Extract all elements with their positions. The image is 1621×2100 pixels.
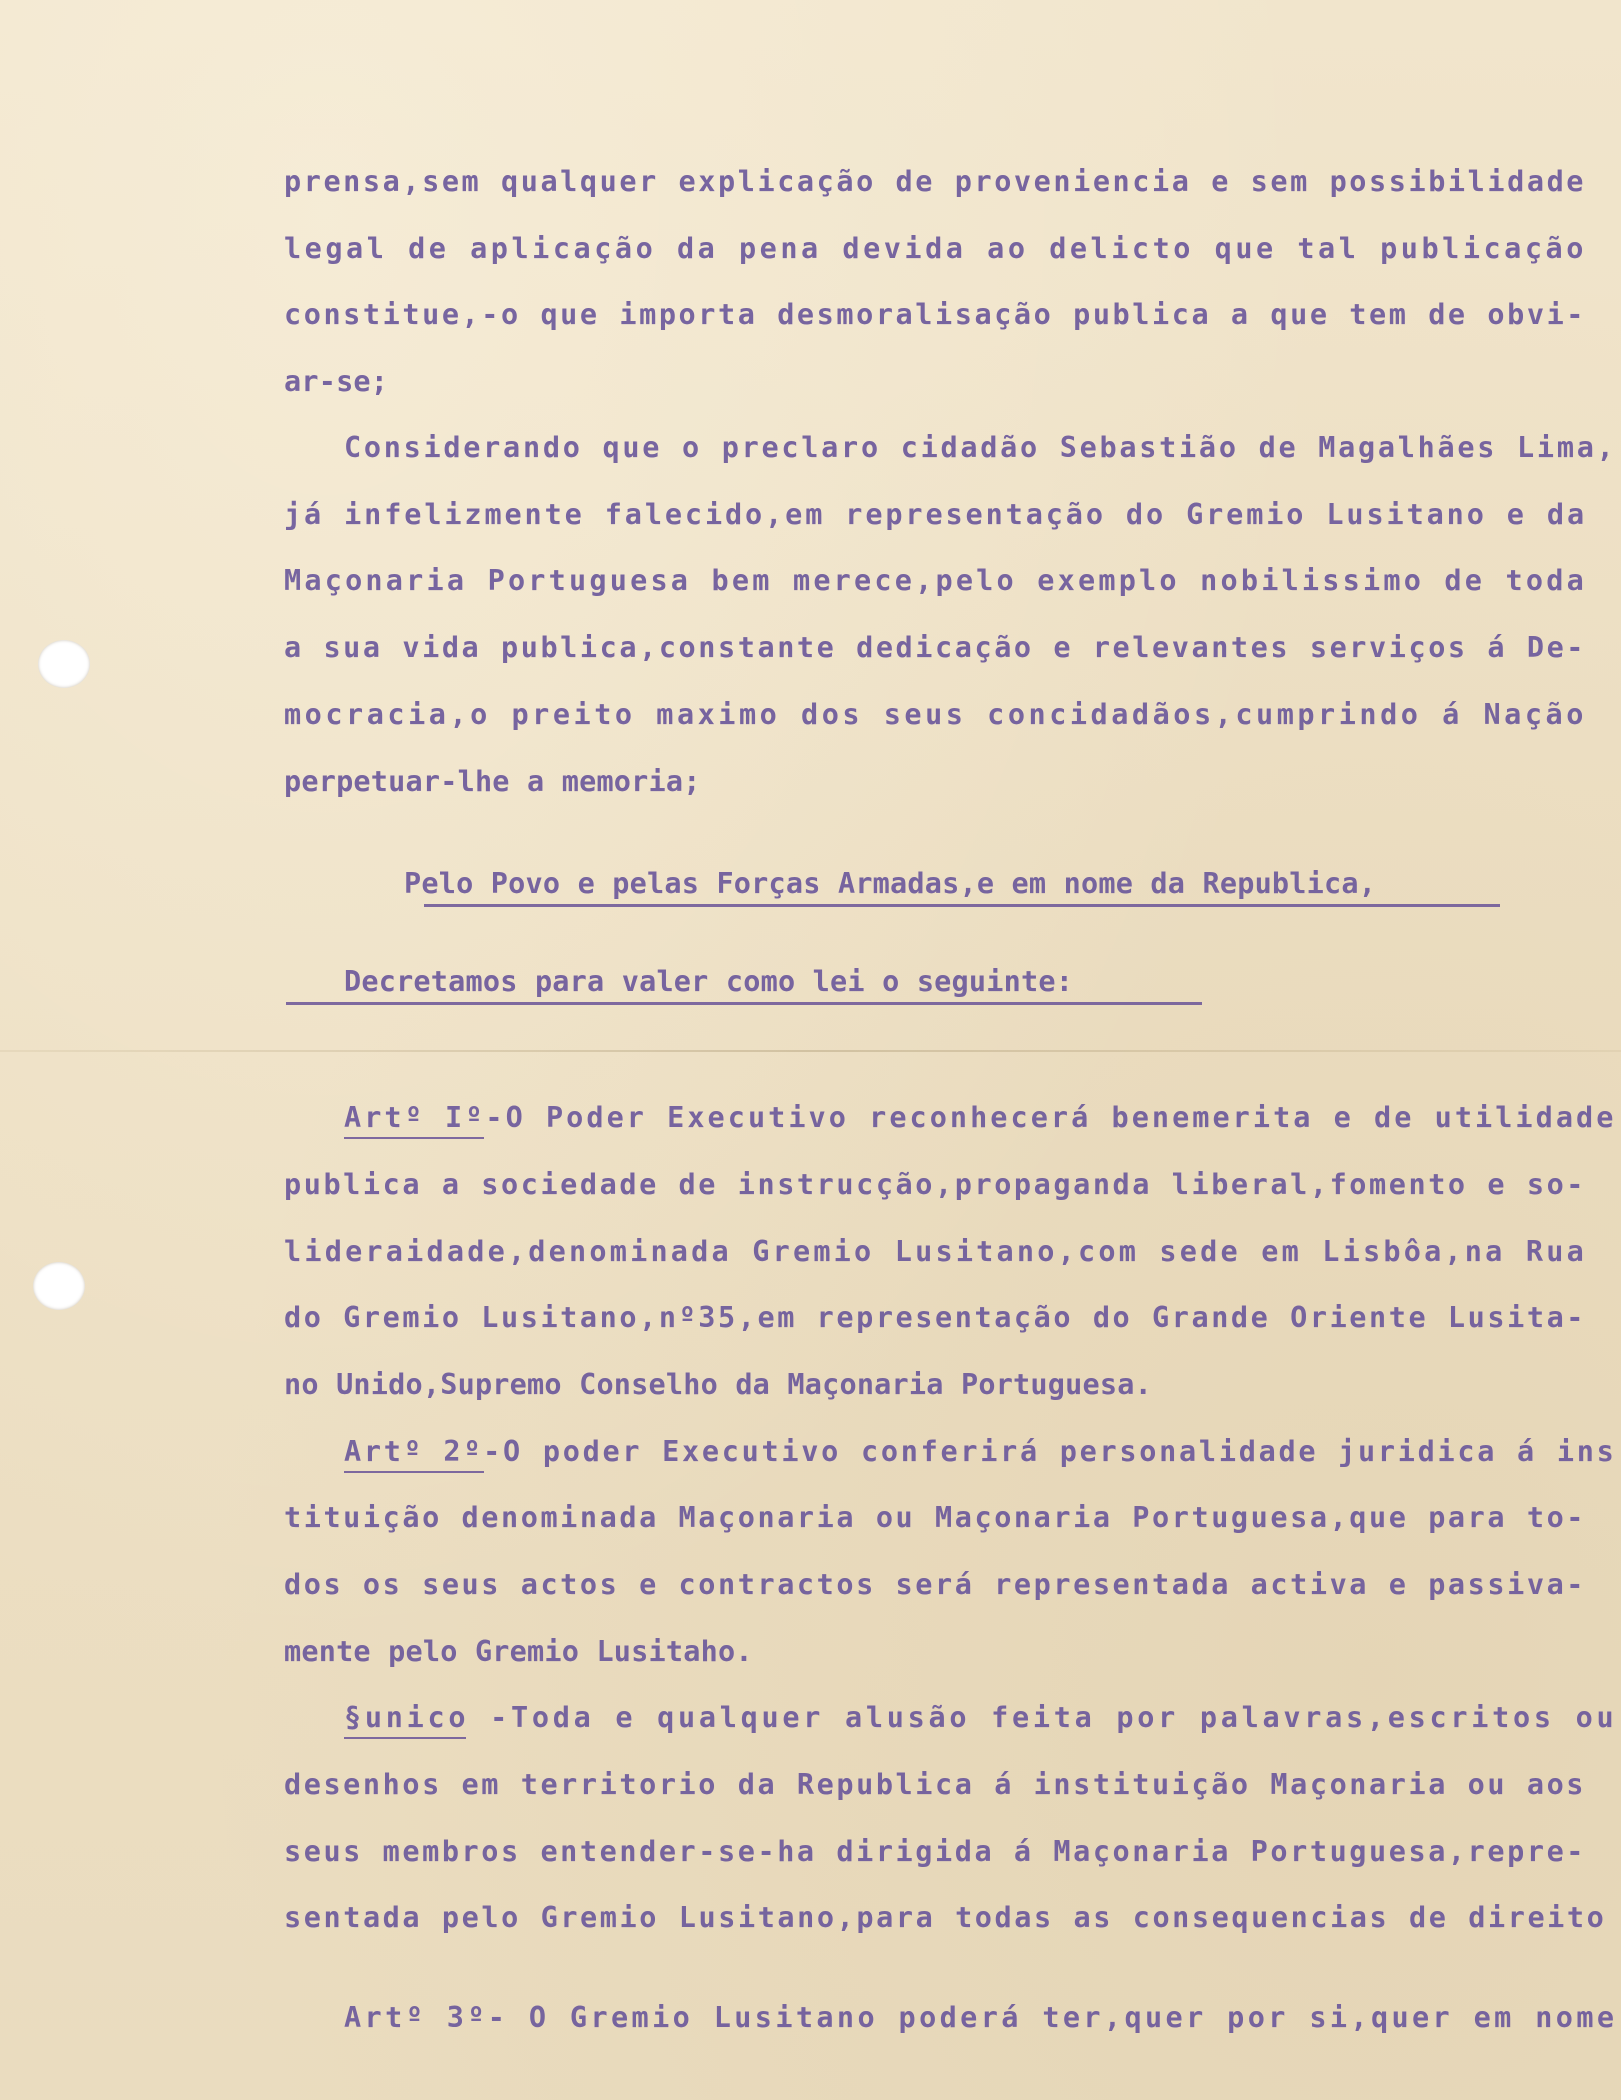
text-line: legal de aplicação da pena devida ao delicto que tal publicação: [284, 232, 1587, 265]
text-line: publica a sociedade de instrucção,propaganda liberal,fomento e so-: [284, 1168, 1587, 1201]
page-fold: [0, 1050, 1621, 1052]
heading-line: Decretamos para valer como lei o seguinte:: [344, 965, 1074, 998]
heading-underline: [424, 904, 1500, 907]
text-line: desenhos em territorio da Republica á instituição Maçonaria ou aos: [284, 1768, 1587, 1801]
text-line: já infelizmente falecido,em representação do Gremio Lusitano e da: [284, 498, 1587, 531]
text-line: mente pelo Gremio Lusitaho.: [284, 1635, 753, 1668]
text-line: ar-se;: [284, 365, 389, 398]
text-line: do Gremio Lusitano,nº35,em representação do Grande Oriente Lusita-: [284, 1301, 1587, 1334]
text-line: prensa,sem qualquer explicação de proveniencia e sem possibilidade: [284, 165, 1587, 198]
text-line: Maçonaria Portuguesa bem merece,pelo exemplo nobilissimo de toda: [284, 564, 1587, 597]
punch-hole-top: [38, 640, 90, 688]
text-line: seus membros entender-se-ha dirigida á Maçonaria Portuguesa,repre-: [284, 1835, 1587, 1868]
text-line: lideraidade,denominada Gremio Lusitano,com sede em Lisbôa,na Rua: [284, 1235, 1587, 1268]
text-line: dos os seus actos e contractos será representada activa e passiva-: [284, 1568, 1587, 1601]
text-line: Artº 2º-O poder Executivo conferirá personalidade juridica á ins: [344, 1435, 1617, 1468]
text-line: a sua vida publica,constante dedicação e relevantes serviços á De-: [284, 631, 1587, 664]
heading-line: Pelo Povo e pelas Forças Armadas,e em nome da Republica,: [404, 867, 1377, 900]
text-line: tituição denominada Maçonaria ou Maçonaria Portuguesa,que para to-: [284, 1501, 1587, 1534]
paragraph-underline: [344, 1737, 466, 1739]
text-line: Artº Iº-O Poder Executivo reconhecerá benemerita e de utilidade: [344, 1101, 1617, 1134]
text-line: no Unido,Supremo Conselho da Maçonaria Portuguesa.: [284, 1368, 1152, 1401]
text-line: Artº 3º- O Gremio Lusitano poderá ter,quer por si,quer em nome: [344, 2001, 1618, 2034]
punch-hole-bottom: [33, 1262, 85, 1310]
heading-underline: [286, 1002, 1202, 1005]
text-line: §unico -Toda e qualquer alusão feita por palavras,escritos ou: [344, 1701, 1618, 1734]
text-line: mocracia,o preito maximo dos seus concidadãos,cumprindo á Nação: [284, 698, 1587, 731]
article-underline: [344, 1137, 484, 1139]
text-line: sentada pelo Gremio Lusitano,para todas as consequencias de direito: [284, 1901, 1607, 1934]
article-underline: [344, 1471, 484, 1473]
text-line: Considerando que o preclaro cidadão Sebastião de Magalhães Lima,: [344, 431, 1617, 464]
text-line: perpetuar-lhe a memoria;: [284, 765, 701, 798]
text-line: constitue,-o que importa desmoralisação publica a que tem de obvi-: [284, 298, 1587, 331]
